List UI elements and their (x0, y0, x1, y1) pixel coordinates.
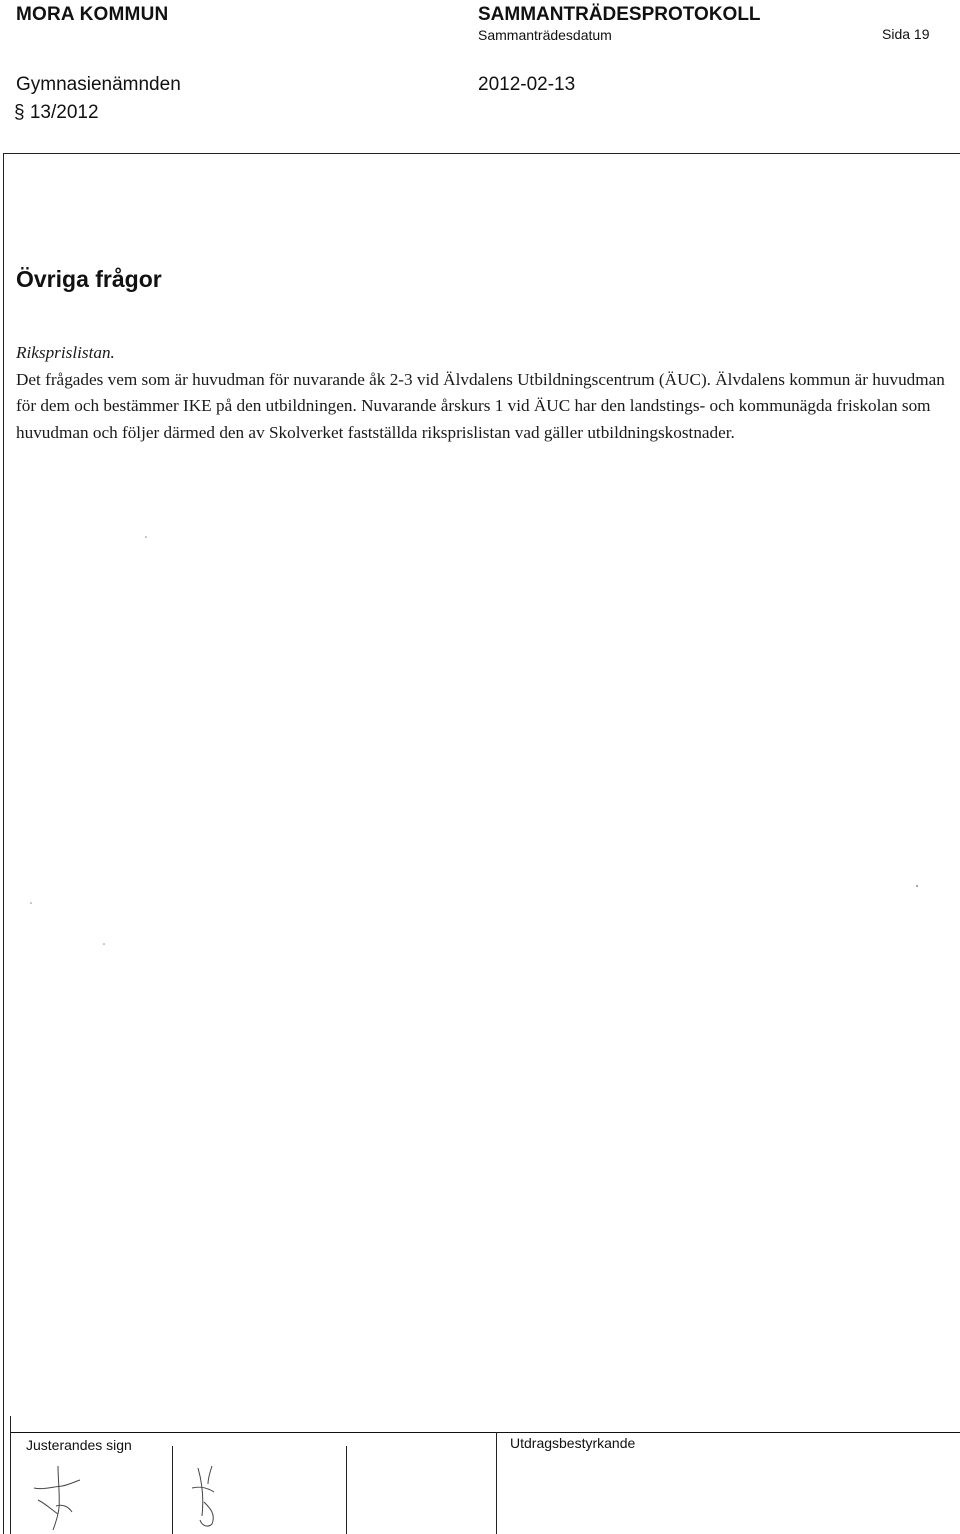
document-type: SAMMANTRÄDESPROTOKOLL (478, 4, 761, 25)
justification-sign-label: Justerandes sign (26, 1437, 132, 1453)
meeting-date: 2012-02-13 (478, 74, 576, 95)
paragraph-number: § 13/2012 (14, 102, 99, 123)
sign-box-divider-2 (346, 1446, 347, 1534)
section-heading: Övriga frågor (16, 266, 162, 292)
page-number: Sida 19 (882, 26, 930, 42)
signature-initials-2 (178, 1458, 238, 1534)
organization-name: MORA KOMMUN (16, 4, 169, 25)
sign-box-divider-3 (496, 1432, 497, 1534)
footer-divider (10, 1432, 960, 1433)
sign-box-divider-1 (172, 1446, 173, 1534)
section-subject: Riksprislistan. (16, 343, 115, 362)
section-paragraph: Det frågades vem som är huvudman för nuvarande åk 2-3 vid Älvdalens Utbildningscentrum (ÄUC). Älvdalens kommun är huvudman för dem och bestämmer IKE på den utbildningen. Nuvarande årskurs 1 vid ÄUC har den landstings- och kommunägda friskolan som huvudman och följer därmed den av Skolverket fastställda riksprislistan vad gäller utbildningskostnader. (16, 369, 945, 442)
footer-box-left-edge (10, 1416, 11, 1534)
committee-name: Gymnasienämnden (16, 74, 181, 95)
signature-initials-1 (28, 1460, 118, 1534)
meeting-date-label: Sammanträdesdatum (478, 27, 612, 43)
extract-certification-label: Utdragsbestyrkande (510, 1435, 636, 1451)
